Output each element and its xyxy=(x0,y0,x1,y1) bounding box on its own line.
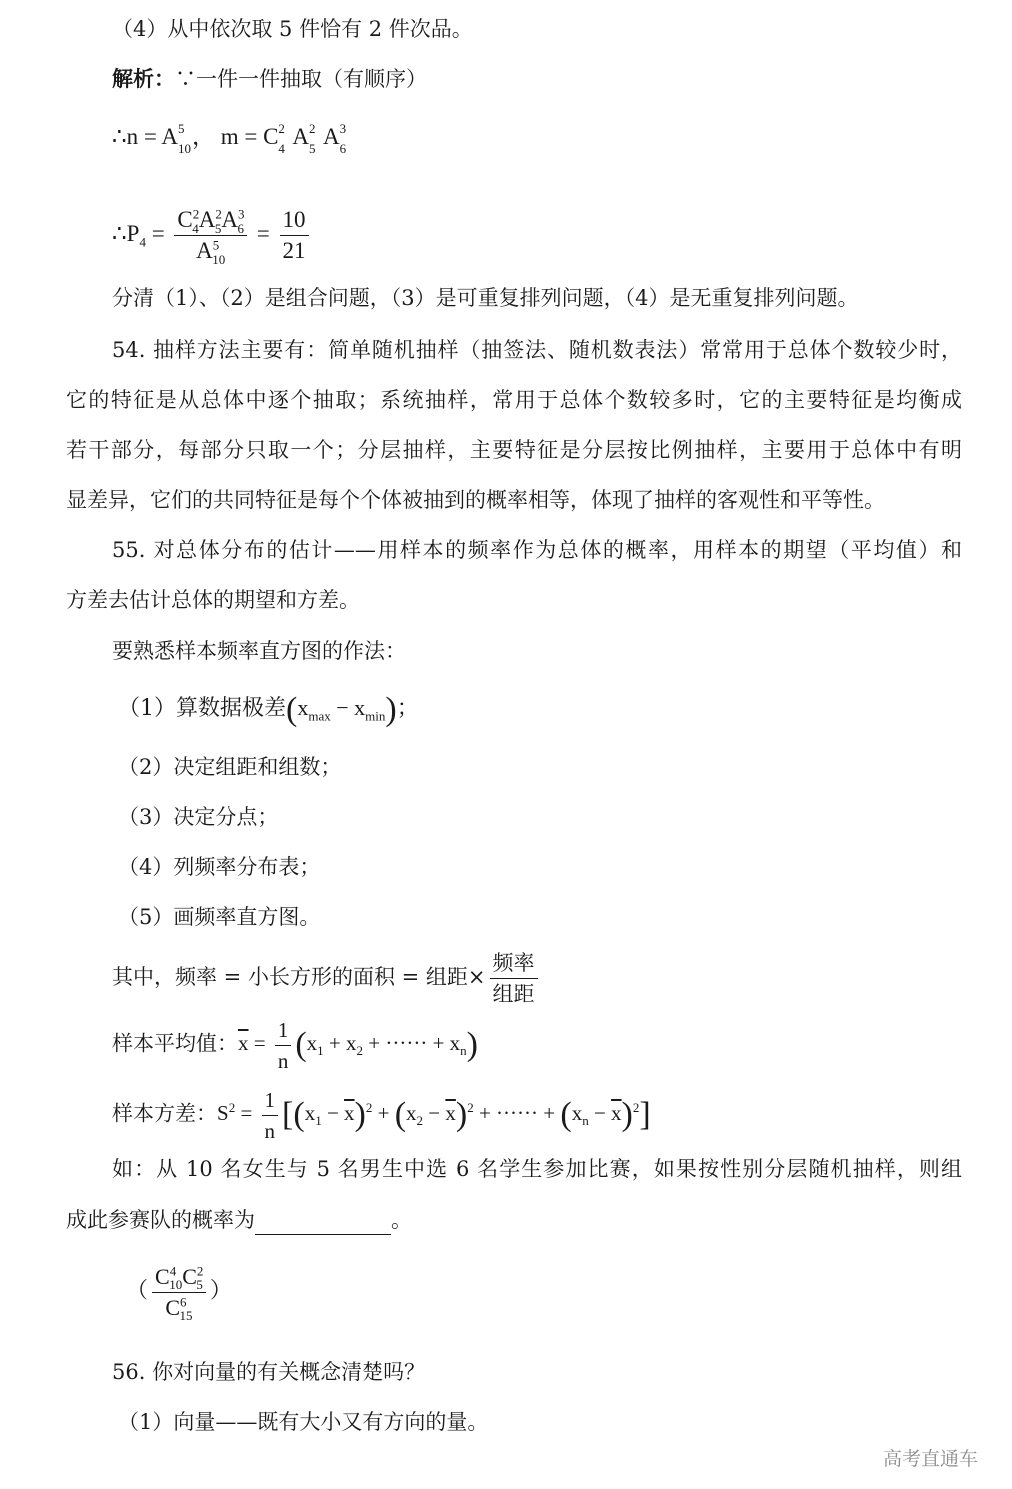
example-line-2 xyxy=(66,1205,412,1235)
step-4: （4）列频率分布表； xyxy=(118,855,321,879)
item-4-text: （4）从中依次取 5 件恰有 2 件次品。 xyxy=(112,17,473,41)
step-1-text: （1）算数据极差 xyxy=(118,696,286,721)
para-56-item-1: （1）向量——既有大小又有方向的量。 xyxy=(118,1410,489,1434)
clarification-text: 分清（1）、（2）是组合问题，（3）是可重复排列问题，（4）是无重复排列问题。 xyxy=(112,286,859,310)
step-1: （1）算数据极差$(x_{max} - x_{min})$； xyxy=(118,690,419,728)
p4-result-fraction: $\frac{10}{21}$ xyxy=(280,205,309,266)
answer-blank xyxy=(255,1210,391,1235)
step-3: （3）决定分点； xyxy=(118,805,279,829)
para-54-line-3: 若干部分，每部分只取一个；分层抽样，主要特征是分层按比例抽样，主要用于总体中有明 xyxy=(66,438,962,462)
example-text: 成此参赛队的概率为 xyxy=(66,1208,255,1232)
formula-p4: $\therefore P_4$ = $\frac{C^2_4A^2_5A^3_6}{A^5_{10}}$ = $\frac{10}{21}$ xyxy=(112,205,313,266)
para-54-line-2: 它的特征是从总体中逐个抽取；系统抽样，常用于总体个数较多时，它的主要特征是均衡成 xyxy=(66,388,962,412)
para-56: 56. 你对向量的有关概念清楚吗？ xyxy=(112,1360,426,1384)
frequency-label: 其中，频率 = 小长方形的面积 = 组距× xyxy=(112,965,486,989)
example-answer: （ $\frac{C^4_{10}C^2_5}{C^6_{15}}$ ） xyxy=(126,1263,232,1324)
variance-label: 样本方差： xyxy=(112,1101,217,1126)
frequency-fraction xyxy=(490,948,538,1009)
step-2: （2）决定组距和组数； xyxy=(118,755,342,779)
para-55-line-1: 55. 对总体分布的估计——用样本的频率作为总体的概率，用样本的期望（平均值）和 xyxy=(112,538,962,562)
variance-formula: 样本方差：$S^2$ = $\frac{1}{n}$ [$(x_1 - \overline{x})^2 + (x_2 - \overline{x})^2$ + ······ + $(x_n - \overline{x})^2$] xyxy=(112,1085,651,1146)
example-line-1: 如：从 10 名女生与 5 名男生中选 6 名学生参加比赛，如果按性别分层随机抽样，则组 xyxy=(112,1157,962,1181)
frequency-denominator: 组距 xyxy=(492,982,535,1006)
example-period: 。 xyxy=(391,1208,412,1232)
frequency-numerator: 频率 xyxy=(490,948,538,979)
analysis-line xyxy=(112,64,427,94)
formula-n-prefix: ∴n = A xyxy=(112,124,178,149)
para-55-line-3: 要熟悉样本频率直方图的作法： xyxy=(112,639,406,663)
mean-formula: 样本平均值：$\overline{x}$ = $\frac{1}{n}$ ($x_1 + x_2$ + ······ + $x_n$) xyxy=(112,1015,478,1076)
step-5: （5）画频率直方图。 xyxy=(118,905,321,929)
formula-p4-prefix: ∴P xyxy=(112,220,140,246)
analysis-text: ∵一件一件抽取（有顺序） xyxy=(175,67,427,91)
frequency-formula xyxy=(112,948,542,1009)
analysis-label: 解析： xyxy=(112,66,175,91)
para-54-line-1: 54. 抽样方法主要有：简单随机抽样（抽签法、随机数表法）常常用于总体个数较少时， xyxy=(112,338,962,362)
formula-n-m: ∴n = A 5 10 ， m = C 2 4 A 2 5 A 3 6 xyxy=(112,120,347,156)
p4-fraction: $\frac{C^2_4A^2_5A^3_6}{A^5_{10}}$ xyxy=(174,205,247,266)
mean-label: 样本平均值： xyxy=(112,1031,238,1056)
para-55-line-2: 方差去估计总体的期望和方差。 xyxy=(66,588,360,612)
para-54-line-4: 显差异，它们的共同特征是每个个体被抽到的概率相等，体现了抽样的客观性和平等性。 xyxy=(66,488,885,512)
watermark: 高考直通车 xyxy=(882,1448,978,1470)
